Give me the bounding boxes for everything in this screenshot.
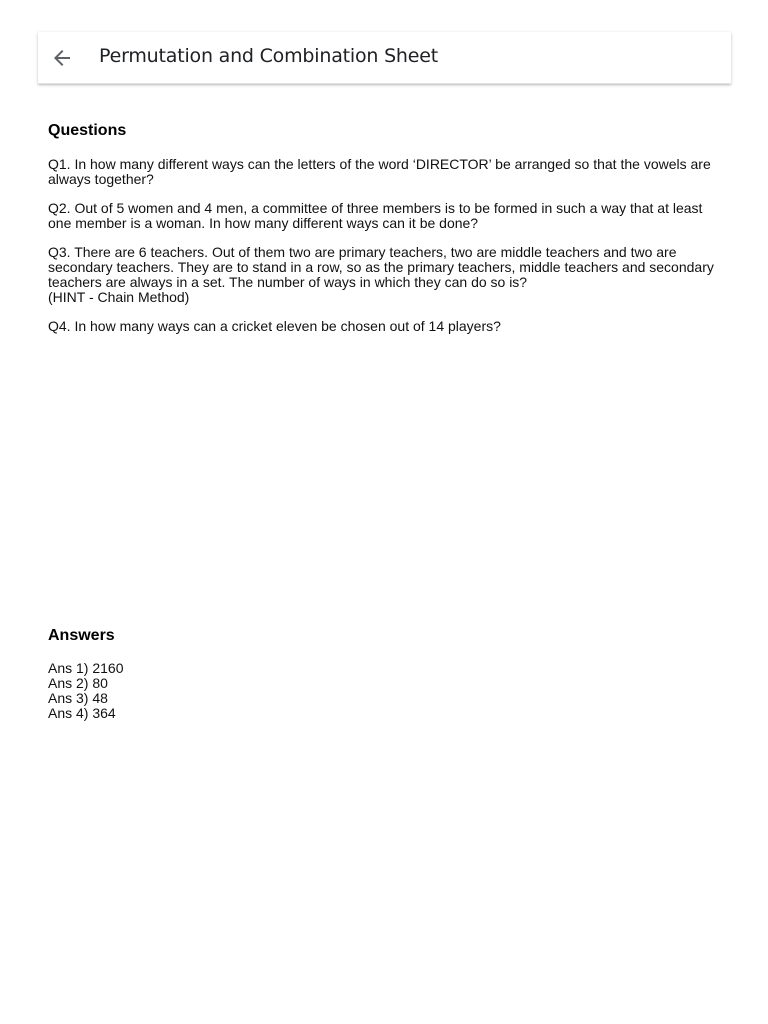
answer-2: Ans 2) 80	[48, 675, 108, 691]
question-2: Q2. Out of 5 women and 4 men, a committee of three members is to be formed in such a way that at least one member is a woman. In how many different ways can it be done?	[48, 200, 703, 231]
answer-4: Ans 4) 364	[48, 705, 116, 721]
question-4: Q4. In how many ways can a cricket eleven be chosen out of 14 players?	[48, 318, 501, 334]
question-1: Q1. In how many different ways can the letters of the word ‘DIRECTOR’ be arranged so that the vowels are always together?	[48, 156, 711, 187]
answers-heading: Answers	[48, 627, 115, 644]
answer-3: Ans 3) 48	[48, 690, 108, 706]
questions-heading: Questions	[48, 122, 127, 139]
question-3-hint: (HINT - Chain Method)	[48, 289, 190, 305]
answer-1: Ans 1) 2160	[48, 660, 124, 676]
question-3	[48, 245, 728, 305]
arrow-back-icon	[50, 46, 74, 70]
app-bar	[38, 32, 731, 84]
answers-list	[48, 661, 124, 721]
question-3-text: Q3. There are 6 teachers. Out of them two are primary teachers, two are middle teachers and two are secondary teachers. They are to stand in a row, so as the primary teachers, middle teachers and secondary teachers are always in a set. The number of ways in which they can do so is?	[48, 244, 714, 290]
back-button[interactable]	[50, 46, 74, 70]
page-title: Permutation and Combination Sheet	[99, 45, 438, 67]
